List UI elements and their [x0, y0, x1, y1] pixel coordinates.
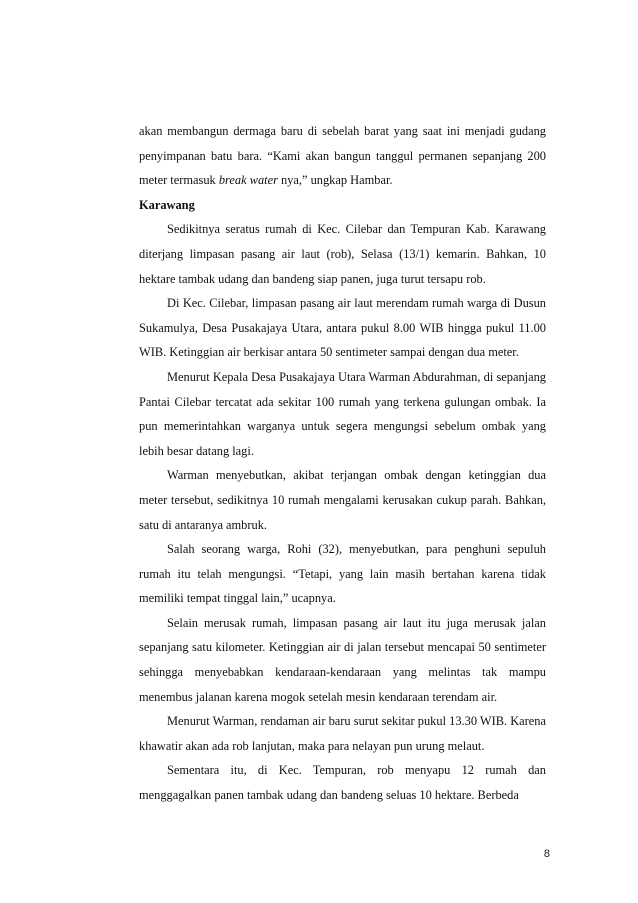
section-heading: Karawang	[139, 197, 195, 212]
intro-paragraph	[139, 119, 546, 193]
paragraph: Selain merusak rumah, limpasan pasang air laut itu juga merusak jalan sepanjang satu kilometer. Ketinggian air di jalan tersebut mencapai 50 sentimeter sehingga menyebabkan kendaraan-kendaraan yang melintas tak mampu menembus jalanan karena mogok setelah mesin kendaraan terendam air.	[139, 615, 546, 704]
paragraph: Menurut Warman, rendaman air baru surut sekitar pukul 13.30 WIB. Karena khawatir akan ada rob lanjutan, maka para nelayan pun urung melaut.	[139, 714, 546, 753]
paragraph: Di Kec. Cilebar, limpasan pasang air laut merendam rumah warga di Dusun Sukamulya, Desa Pusakajaya Utara, antara pukul 8.00 WIB hingga pukul 11.00 WIB. Ketinggian air berkisar antara 50 sentimeter sampai dengan dua meter.	[139, 296, 546, 360]
paragraph: Sedikitnya seratus rumah di Kec. Cilebar dan Tempuran Kab. Karawang diterjang limpasan pasang air laut (rob), Selasa (13/1) kemarin. Bahkan, 10 hektare tambak udang dan bandeng siap panen, juga turut tersapu rob.	[139, 222, 546, 286]
intro-text-part1: akan membangun dermaga baru di sebelah barat yang saat ini menjadi gudang penyimpanan batu bara. “Kami akan bangun tanggul permanen sepanjang 200 meter termasuk	[139, 124, 546, 188]
paragraph: Sementara itu, di Kec. Tempuran, rob menyapu 12 rumah dan menggagalkan panen tambak udang dan bandeng seluas 10 hektare. Berbeda	[139, 763, 546, 803]
page-number: 8	[543, 848, 550, 860]
paragraph: Menurut Kepala Desa Pusakajaya Utara Warman Abdurahman, di sepanjang Pantai Cilebar tercatat ada sekitar 100 rumah yang terkena gulungan ombak. Ia pun memerintahkan warganya untuk segera mengungsi sebelum ombak yang lebih besar datang lagi.	[139, 369, 546, 458]
body-text	[139, 119, 546, 808]
paragraph: Warman menyebutkan, akibat terjangan ombak dengan ketinggian dua meter tersebut, sedikitnya 10 rumah mengalami kerusakan cukup parah. Bahkan, satu di antaranya ambruk.	[139, 468, 546, 532]
paragraph: Salah seorang warga, Rohi (32), menyebutkan, para penghuni sepuluh rumah itu telah mengungsi. “Tetapi, yang lain masih bertahan karena tidak memiliki tempat tinggal lain,” ucapnya.	[139, 542, 546, 606]
intro-text-part2: nya,” ungkap Hambar.	[277, 173, 393, 188]
intro-italic-term: break water	[218, 173, 278, 188]
